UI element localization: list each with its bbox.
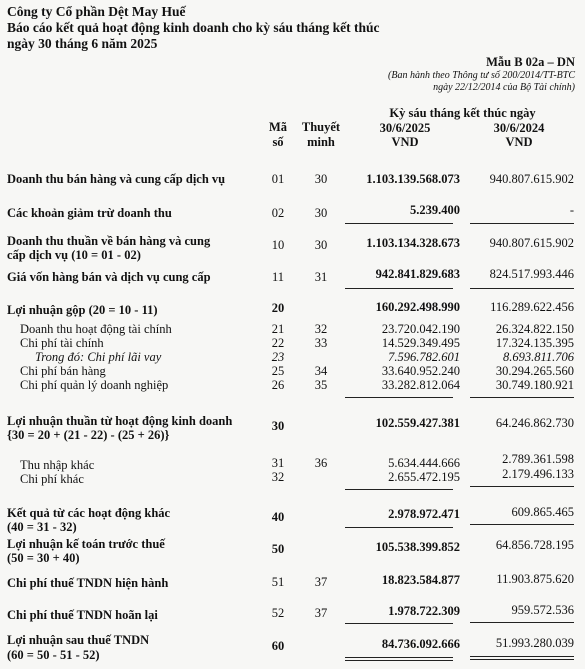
col-code-line2: số (272, 135, 284, 149)
row-current: 33.640.952.240 (381, 364, 460, 378)
form-note-2: ngày 22/12/2014 của Bộ Tài chính) (433, 82, 575, 93)
row-note: 34 (314, 364, 328, 378)
row-label-line2: cấp dịch vụ (10 = 01 - 02) (7, 248, 141, 262)
row-label: Chi phí bán hàng (20, 364, 106, 378)
row-current: 1.103.134.328.673 (366, 236, 460, 250)
row-label-line2: (50 = 30 + 40) (7, 551, 80, 565)
double-underline-current-1 (345, 657, 453, 658)
row-current: 1.978.722.309 (388, 604, 460, 618)
row-current: 5.239.400 (410, 203, 460, 217)
form-code: Mẫu B 02a – DN (486, 55, 575, 69)
row-current: 23.720.042.190 (381, 322, 460, 336)
row-prior: 824.517.993.446 (489, 267, 574, 281)
underline-current (345, 489, 453, 490)
row-label: Chi phí thuế TNDN hiện hành (7, 576, 169, 590)
row-prior: 17.324.135.395 (495, 336, 574, 350)
underline-prior (470, 524, 574, 525)
row-prior: 116.289.622.456 (490, 300, 574, 314)
row-note: 37 (314, 575, 328, 589)
row-note: 31 (314, 270, 328, 284)
row-current: 942.841.829.683 (375, 267, 460, 281)
row-label: Doanh thu thuần về bán hàng và cung (7, 234, 211, 248)
row-prior: 2.179.496.133 (502, 467, 574, 481)
col-period-heading: Kỳ sáu tháng kết thúc ngày (389, 106, 536, 120)
row-code: 23 (271, 350, 285, 364)
row-prior: 940.807.615.902 (489, 236, 574, 250)
underline-current (345, 527, 453, 528)
row-code: 51 (271, 575, 285, 589)
row-label: Lợi nhuận kế toán trước thuế (7, 537, 165, 551)
row-label: Các khoản giảm trừ doanh thu (7, 206, 172, 220)
row-current: 2.655.472.195 (388, 470, 460, 484)
row-note: 30 (314, 206, 328, 220)
row-label: Chi phí tài chính (20, 336, 104, 350)
row-note: 33 (314, 336, 328, 350)
row-current: 14.529.349.495 (381, 336, 460, 350)
row-note: 36 (314, 456, 328, 470)
col-current-unit: VND (391, 135, 419, 149)
col-note-line1: Thuyết (301, 120, 341, 134)
underline-current (345, 223, 453, 224)
row-label: Lợi nhuận thuần từ hoạt động kinh doanh (7, 414, 233, 428)
row-code: 25 (271, 364, 285, 378)
row-prior: 11.903.875.620 (496, 572, 574, 586)
row-prior: 30.294.265.560 (495, 364, 574, 378)
row-code: 22 (271, 336, 285, 350)
report-date: ngày 30 tháng 6 năm 2025 (7, 36, 158, 51)
row-prior: 2.789.361.598 (502, 452, 574, 466)
row-code: 32 (271, 470, 285, 484)
row-prior: 609.865.465 (511, 505, 574, 519)
row-label: Giá vốn hàng bán và dịch vụ cung cấp (7, 270, 211, 284)
underline-prior (470, 223, 574, 224)
row-current: 160.292.498.990 (375, 300, 460, 314)
row-current: 1.103.139.568.073 (366, 172, 460, 186)
double-underline-prior-1 (470, 656, 574, 657)
row-prior: 940.807.615.902 (489, 172, 574, 186)
row-current: 18.823.584.877 (381, 573, 460, 587)
row-code: 20 (271, 301, 285, 315)
row-current: 7.596.782.601 (388, 350, 460, 364)
row-current: 5.634.444.666 (388, 456, 460, 470)
row-current: 33.282.812.064 (381, 378, 460, 392)
row-note: 37 (314, 606, 328, 620)
row-label: Doanh thu hoạt động tài chính (20, 322, 172, 336)
row-label: Chi phí khác (20, 472, 84, 486)
row-current: 102.559.427.381 (375, 416, 460, 430)
underline-prior (470, 397, 574, 398)
row-label: Lợi nhuận gộp (20 = 10 - 11) (7, 303, 158, 317)
row-code: 50 (271, 542, 285, 556)
row-prior: - (569, 203, 574, 217)
underline-prior (470, 486, 574, 487)
row-code: 26 (271, 378, 285, 392)
double-underline-prior-2 (470, 659, 574, 660)
underline-prior (470, 288, 574, 289)
underline-current (345, 288, 453, 289)
row-label: Chi phí thuế TNDN hoãn lại (7, 608, 158, 622)
row-label-line2: {30 = 20 + (21 - 22) - (25 + 26)} (7, 428, 170, 442)
row-code: 52 (271, 606, 285, 620)
row-code: 11 (271, 270, 285, 284)
row-prior: 8.693.811.706 (503, 350, 574, 364)
double-underline-current-2 (345, 660, 453, 661)
row-label: Thu nhập khác (20, 458, 95, 472)
col-note-line2: minh (307, 135, 335, 149)
row-current: 105.538.399.852 (375, 540, 460, 554)
row-prior: 51.993.280.039 (495, 636, 574, 650)
row-code: 10 (271, 238, 285, 252)
row-code: 30 (271, 419, 285, 433)
col-prior-unit: VND (505, 135, 533, 149)
row-code: 21 (271, 322, 285, 336)
row-prior: 959.572.536 (511, 603, 574, 617)
row-label: Lợi nhuận sau thuế TNDN (7, 633, 150, 647)
row-note: 30 (314, 172, 328, 186)
report-title: Báo cáo kết quả hoạt động kinh doanh cho kỳ sáu tháng kết thúc (7, 20, 380, 35)
row-prior: 64.246.862.730 (495, 416, 574, 430)
row-current: 2.978.972.471 (388, 507, 460, 521)
col-code-line1: Mã (268, 120, 288, 134)
row-label-line2: (40 = 31 - 32) (7, 520, 77, 534)
row-note: 35 (314, 378, 328, 392)
row-label: Kết quả từ các hoạt động khác (7, 506, 171, 520)
row-prior: 26.324.822.150 (495, 322, 574, 336)
underline-prior (470, 622, 574, 623)
row-label: Doanh thu bán hàng và cung cấp dịch vụ (7, 172, 226, 186)
col-prior-date: 30/6/2024 (493, 121, 545, 135)
row-prior: 64.856.728.195 (495, 538, 574, 552)
col-current-date: 30/6/2025 (379, 121, 431, 135)
row-code: 31 (271, 456, 285, 470)
underline-current (345, 623, 453, 624)
row-current: 84.736.092.666 (381, 637, 460, 651)
row-code: 02 (271, 206, 285, 220)
form-note-1: (Ban hành theo Thông tư số 200/2014/TT-BTC (388, 70, 575, 81)
row-prior: 30.749.180.921 (495, 378, 574, 392)
row-label: Chi phí quản lý doanh nghiệp (20, 378, 169, 392)
row-label-line2: (60 = 50 - 51 - 52) (7, 648, 100, 662)
row-label: Trong đó: Chi phí lãi vay (35, 350, 162, 364)
row-code: 40 (271, 510, 285, 524)
row-code: 01 (271, 172, 285, 186)
company-name: Công ty Cổ phần Dệt May Huế (7, 4, 186, 19)
row-note: 32 (314, 322, 328, 336)
row-code: 60 (271, 639, 285, 653)
underline-current (345, 397, 453, 398)
row-note: 30 (314, 238, 328, 252)
